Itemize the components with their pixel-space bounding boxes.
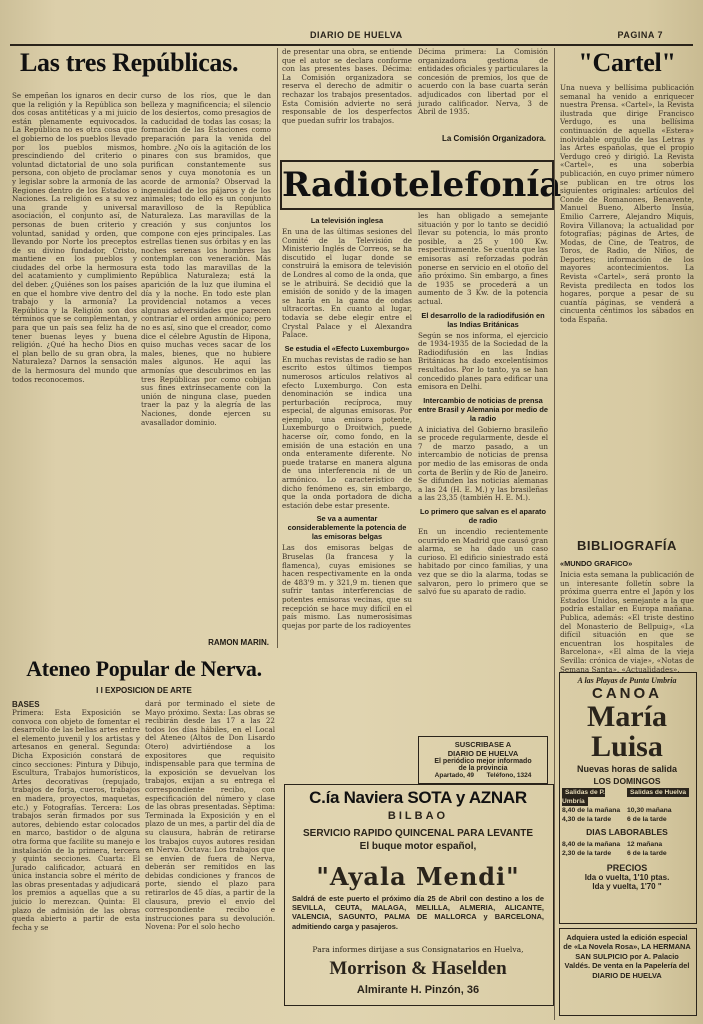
ateneo-title: Ateneo Popular de Nerva.	[26, 656, 262, 681]
canoa-row2a: 4,30 de la tarde	[562, 816, 612, 823]
radio-text-2a: les han obligado a semejante situación y por lo tanto se decidió llevar su potencia, lo más pronto posible, a 25 y 100 Kw. respectivamente. Se cuenta que las emisoras así reforzadas podrán ponerse en servicio en el otoño del año próximo. Sin embargo, a fines de 1935 se procederá a un aumento de 3 Kw. de la potencia actual.	[418, 211, 551, 306]
cartel-title: "Cartel"	[578, 48, 676, 77]
suscribase-line5: Apartado, 49 Teléfono, 1324	[434, 772, 532, 779]
column-rule-right	[554, 48, 555, 1020]
radio-col1	[282, 212, 415, 772]
canoa-row-4	[562, 849, 692, 858]
canoa-row2b: 6 de la tarde	[627, 816, 667, 823]
radio-subhead-6: Lo primero que salvan es el aparato de radio	[419, 507, 547, 526]
comision-text-2: Décima primera: La Comisión organizadora gestiona de entidades oficiales y particulares la concesión de premios, los que de acuerdo con la base cuarta serán adjudicados con libertad por el jurado calificador. Nerva, 3 de Abril de 1935.	[418, 47, 551, 117]
ateneo-bases: BASES	[12, 700, 40, 709]
radio-text-1a: En una de las últimas sesiones del Comité de la Televisión de Ministerio Inglés de Correos, se ha discutido el lugar donde se construirá la emisora de televisión de Londres al como de la onda, que se le atribuirá. Se decidió que la emisión de sonido y de la imagen se haría en la gama de ondas ultracortas. En cuanto al lugar, todavía se debe elegir entre el Crystal Palace y el Alexandra Palace.	[282, 227, 415, 340]
running-header	[10, 28, 693, 44]
canoa-row1a: 8,40 de la mañana	[562, 807, 621, 814]
ateneo-subtitle: I I EXPOSICION DE ARTE	[96, 686, 192, 695]
radio-col2	[418, 211, 551, 732]
radio-text-2b: Según se nos informa, el ejercicio de 1934-1935 de la Sociedad de la Radiodifusión en las Indias Británicas ha dado excelentísimos resultados. Por lo tanto, ya se han concedido planes para edificar una emisora en Delhi.	[418, 330, 551, 392]
canoa-row-3	[562, 840, 692, 849]
canoa-row4b: 6 de la tarde	[627, 850, 667, 857]
header-rule	[10, 44, 693, 46]
tres-republicas-signature: RAMON MARIN.	[208, 638, 269, 647]
ateneo-text-2: dará por terminado el siete de Mayo próximo. Sexta: Las obras se recibirán desde las 17 a las 22 todos los días hábiles, en el Local del Ateneo (Altos de Don Lisardo Otero) advirtiéndose a los expositores que requisito indispensable para que termina de la exposición se devuelvan los trabajos, exijan a su entrega el correspondiente recibo, con especificación del número y clase de las obras presentadas. Séptima: Terminada la Exposición y en el plazo de un mes, a partir del día de su clausura, habrán de retirarse los trabajos cuyos autores residan en Nerva. Octava: Los trabajos que se envíen de fuera de Nerva, deberán ser remitidos en las debidas condiciones y francos de porte, siendo el plazo para retirarlos de 45 días, a partir de la clausura, previo el envío del correspondiente recibo e instrucciones para su devolución. Novena: Por el solo hecho	[145, 699, 278, 932]
naviera-ship-line: El buque motor español,	[359, 841, 477, 852]
canoa-row3b: 12 mañana	[627, 841, 663, 848]
ateneo-text-1: Primera: Esta Exposición se convoca con objeto de fomentar el desarrollo de las bellas artes entre el elemento juvenil y los artistas y artesanos en general. Segunda: Dicha Exposición constará de cinco secciones: Pintura y Dibujo, Escultura, Trabajos humorísticos, Artes decorativas (repujado, trabajos de forja, cueros, trabajos en madera, proyectos, maquetas, etc.) y Fotografías. Tercera: Los trabajos serán firmados por sus autores, debiendo estar colocados en marco, bastidor o de alguna otra forma que facilite su manejo e instalación de la primera, tercera y quinta secciones. Cuarta: El Jurado calificador, actuará en única instancia sobre el mérito de las obras presentadas y adjudicará los premios a aquellas que a su juicio lo merezcan. Quinta: El plazo de admisión de las obras queda abierto a partir de esta fecha y se	[12, 708, 143, 932]
canoa-laborables: DIAS LABORABLES	[586, 827, 668, 837]
newspaper-name: DIARIO DE HUELVA	[310, 30, 403, 40]
canoa-col-a: Salidas de P. Umbría	[562, 789, 605, 805]
suscribase-box	[418, 736, 548, 784]
bibliografia-sub: «MUNDO GRAFICO»	[560, 559, 633, 568]
canoa-row-2	[562, 815, 692, 824]
canoa-precios: PRECIOS	[606, 863, 648, 873]
tres-republicas-title: Las tres Repúblicas.	[20, 48, 239, 77]
ateneo-col1	[12, 700, 143, 1018]
canoa-horas: Nuevas horas de salida	[576, 764, 678, 774]
canoa-price-1: Ida o vuelta, 1'10 ptas.	[584, 873, 670, 882]
radio-subhead-2: Se estudia el «Efecto Luxemburgo»	[284, 343, 410, 353]
canoa-top: A las Playas de Punta Umbria	[577, 676, 677, 685]
canoa-header-row	[562, 788, 692, 806]
tres-republicas-col2: curso de los ríos, que le dan belleza y magnificencia; el silencio de los desiertos, como presagios de la caducidad de todas las cosas; la formación de las Estaciones como preparación para la venida del hombre. ¿No oís la agitación de los pinares con sus bramidos, que purifican constantemente sus senos y cuya monotonía es un acorde de armonía? Observad la ingenuidad de los pájaros y de los animales; todo ello es un conjunto maravilloso de la República Naturaleza. Las maravillas de la creación y sus conjuntos los compone con ejes principales. Las estrellas tienen sus órbitas y en las noches serenas los hombres las contemplan con veneración. Más esta todo las maravillas de la República Naturaleza; está la aparición de la luz que ilumina el día y la noche. En todo este plan providencial notamos a veces algunas adversidades que parecen contrariar el orden armónico; pero no es así, sino que el creador, como dice el célebre Agustín de Hipona, quiso muchas veces sacar de los males, bienes, que no hubiere males algunos. He aquí las armonías que descubrimos en las tres Repúblicas por como cobijan sus fines extrínsecamente con la unión de ninguna clase, pueden traer la paz y la alegría de las Naciones, donde ejercen su avasallador dominio.	[141, 91, 274, 427]
canoa-row1b: 10,30 mañana	[627, 807, 672, 814]
tres-republicas-col1: Se empeñan los ignaros en decir que la religión y la República son dos cosas antitéticas y a mi juicio están plenamente equivocados. La República no es otra cosa que el gobierno de los pueblos llevado por los pueblos mismos, prescindiendo del criterio o voluntad dictatorial de uno sola persona, con objeto de proclamar y legislar sobre la armonía de las Regiones dentro de los Estados o Naciones. La religión es a su vez una grande y universal asociación, el conjunto así, de personas de buen criterio y voluntad, sanidad y orden, que llevando por Norte los preceptos de su divino fundador, Cristo, mantiene en los pueblos y ciudades del orbe la hermosura del acatamiento y cumplimiento del deber. ¿Quiénes son los países en que el hombre vive dentro del trabajo y la armonía? La República y la Religión son dos términos que se complementan, y para que un país sea feliz ha de tener buenas leyes y buena religión. ¿Qué ha hecho Dios en el plan bello de su gran obra, la Naturaleza? Darnos la sensación de la hermosura del mundo que todos reconocemos.	[12, 91, 140, 384]
cartel-text: Una nueva y bellísima publicación semanal ha venido a enriquecer nuestra Prensa. «Cartel», la Revista ilustrada que dirige Francisco Verdugo, es una bellísima continuación de aquella «Estera» inolvidable orgullo de las Letras y las Artes españolas, que el propio Verdugo creó y dirigió. La Revista «Cartel», es una soberbia publicación, en cuyo primer número se publican en tre otros los siguientes originales: artículos del Conde de Romanones, Benavente, Manuel Bueno, Alberto Insúa, Emilio Carrere, Alejandro Miquis, Rovira Villanova; la actualidad por fotografías; páginas de Artes, de Modas, de Cine, de Teatros, de Toros, de Radio, de Niños, de Deportes; información de los mayores acontecimientos. La Revista «Cartel», será pronto la Revista predilecta en todos los hogares, porque a pesar de su cuantía páginas, se venderá a cincuenta céntimos los sábados en toda España.	[560, 83, 697, 325]
column-rule	[277, 48, 278, 648]
naviera-body: Saldrá de este puerto el próximo día 25 de Abril con destino a los de SEVILLA, CEUTA, MALAGA, MELILLA, ALMERIA, ALICANTE, VALENCIA, SAGUNTO, PALMA DE MALLORCA y BARCELONA, admitiendo carga y pasajeros.	[292, 894, 544, 931]
naviera-ship: "Ayala Mendi"	[316, 862, 520, 891]
naviera-agent-name: Morrison & Haselden	[329, 958, 507, 979]
bibliografia-text: Inicia esta semana la publicación de un interesante folletín sobre la próxima guerra entre el Japón y los Estados Unidos, semejante a la que podría estallar en Europa mañana. Publica, además: «El triste destino del Monasterio de Bellpuig», «La difícil situación en que se encuentran los hospitales de Barcelona», «El alma de la vieja Sevilla: crónica de viaje», «Notas de Semana Santa», «Actualidades».	[560, 570, 697, 674]
naviera-city: BILBAO	[387, 810, 449, 822]
suscribase-line4: de la provincia	[458, 765, 508, 772]
canoa-row3a: 8,40 de la mañana	[562, 841, 621, 848]
canoa-domingos: LOS DOMINGOS	[593, 776, 661, 786]
canoa-row-1	[562, 806, 692, 815]
page-number: PAGINA 7	[617, 30, 663, 40]
suscribase-line2: DIARIO DE HUELVA	[447, 749, 519, 758]
radiotelefonia-title: Radiotelefonía	[280, 160, 554, 210]
canoa-ad	[562, 676, 692, 920]
novela-text: Adquiera usted la edición especial de «La Novela Rosa», LA HERMANA SAN SULPICIO por A. Palacio Valdés. De venta en la Papelería del DIARIO DE HUELVA	[563, 933, 691, 980]
canoa-row4a: 2,30 de la tarde	[562, 850, 612, 857]
naviera-address: Almirante H. Pinzón, 36	[356, 984, 480, 996]
ateneo-title-block	[12, 656, 276, 696]
bibliografia-block	[560, 538, 697, 674]
radio-subhead-1: La televisión inglesa	[310, 216, 384, 225]
suscribase-line1: SUSCRIBASE A	[454, 740, 512, 749]
cartel-title-block	[560, 48, 694, 84]
naviera-service: SERVICIO RAPIDO QUINCENAL PARA LEVANTE	[302, 828, 534, 839]
radio-text-2d: En un incendio recientemente ocurrido en Madrid que causó gran alarma, se ha dado un caso curioso. El edificio siniestrado está habitado por cinco familias, y una vez que se dio la alarma, todas se salvaron, pero lo primero que se salvó fue su aparato de radio.	[418, 527, 551, 597]
radio-subhead-4: El desarrollo de la radiodifusión en las Indias Británicas	[421, 310, 545, 329]
suscribase-line3: El periódico mejor informado	[434, 758, 532, 765]
canoa-price-2: Ida y vuelta, 1'70 "	[592, 882, 662, 891]
radio-text-1b: En muchas revistas de radio se han escrito estos últimos tiempos numerosos artículos relativos al efecto Luxemburgo. Con esta denominación se indica una perturbación recíproca, muy especial, de algunas emisoras. Por ejemplo, una emisora potente, Luxemburgo o Droitwich, puede hacerse oír, como fondo, en la emisión de una estación en una onda enteramente diferente. No puede tratarse en manera alguna de una interferencia ni de un armónico. Lo característico de dicho fenómeno es, sin embargo, que la onda portadora de dicha estación debe estar presente.	[282, 354, 415, 510]
comision-text: de presentar una obra, se entiende que el autor se declara conforme con las presentes bases. Décima: La Comisión organizadora se reserva el derecho de admitir o rechazar los trabajos presentados. Esta Comisión advierte no será responsable de los desperfectos que puedan sufrir los trabajos.	[282, 47, 415, 125]
naviera-service-block	[286, 828, 550, 862]
radio-subhead-5: Intercambio de noticias de prensa entre Brasil y Alemania por medio de la radio	[418, 395, 548, 423]
radio-text-2c: A iniciativa del Gobierno brasileño se procede regularmente, desde el 7 de marzo pasado, a un intercambio de noticias de prensa por medio de las emisoras de onda corta de Berlín y de Río de Janeiro. Se difunden las noticias alemanas a las 24 (H. E. M.) y las brasileñas a las 23,35 (también H. E. M.).	[418, 424, 551, 503]
canoa-name: María Luisa	[587, 700, 667, 763]
canoa-label: CANOA	[592, 685, 662, 702]
canoa-col-b: Salidas de Huelva	[627, 788, 689, 797]
comision-signature: La Comisión Organizadora.	[441, 134, 546, 143]
radio-subhead-3: Se va a aumentar considerablemente la potencia de las emisoras belgas	[287, 514, 407, 542]
tres-republicas-title-block	[12, 48, 274, 88]
naviera-name: C.ía Naviera SOTA y AZNAR	[309, 788, 527, 807]
radio-text-1c: Las dos emisoras belgas de Bruselas (la francesa y la flamenca), cuyas emisiones se hacen respectivamente en la onda de 483'9 m. y 321,9 m. tienen que sufrir tantas interferencias de potentes emisoras vecinas, que su recepción se hace muy difícil en el país mismo. Las numerosísimas quejas por parte de los radioyentes	[282, 543, 415, 630]
bibliografia-title: BIBLIOGRAFÍA	[577, 538, 677, 553]
naviera-agents: Para informes dirijase a sus Consignatarios en Huelva,	[312, 945, 524, 954]
